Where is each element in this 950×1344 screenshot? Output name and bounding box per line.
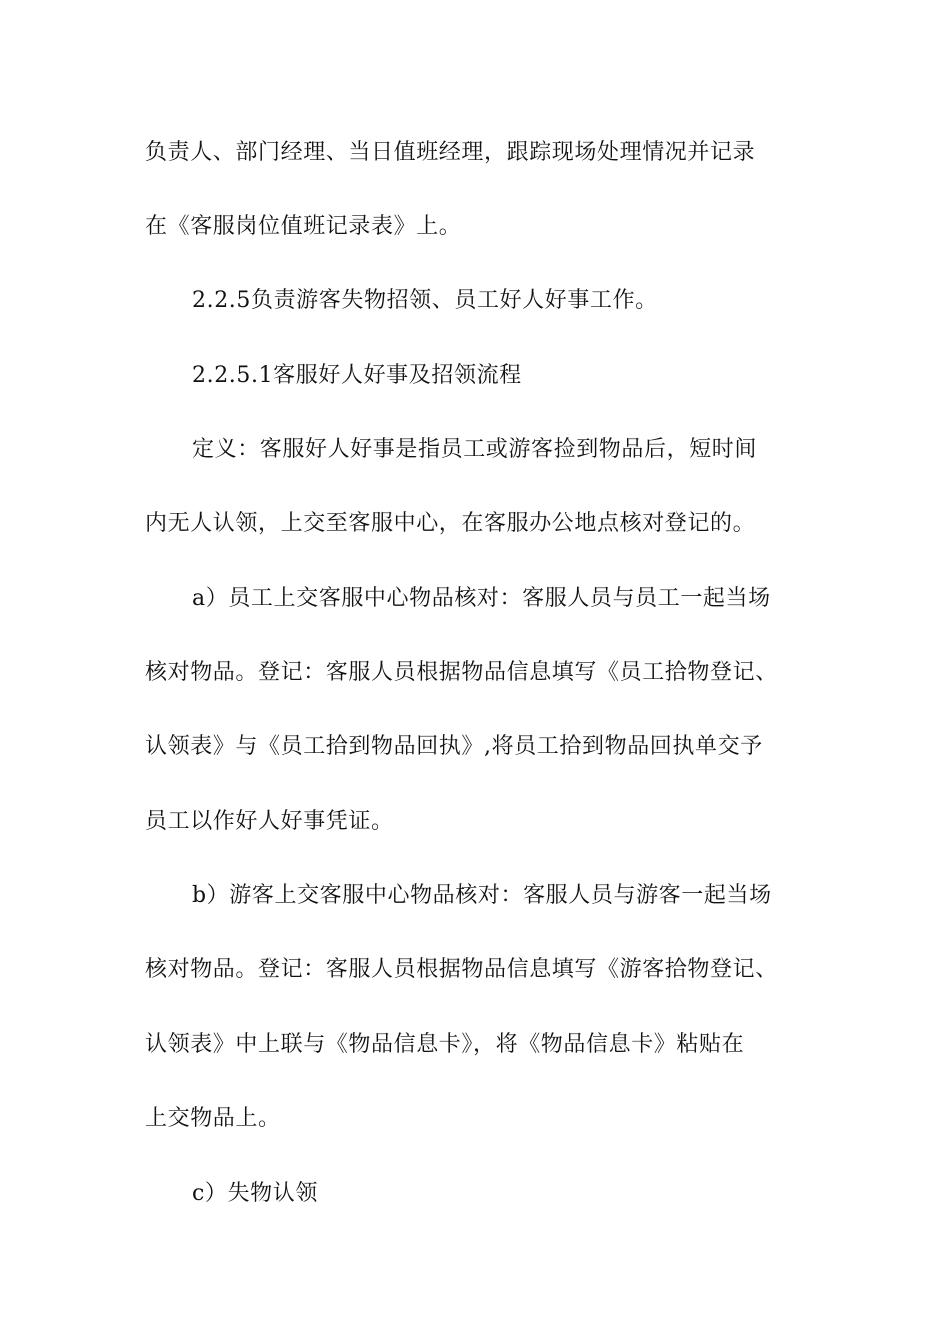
text-line: 负责人、部门经理、当日值班经理，跟踪现场处理情况并记录	[145, 140, 756, 165]
text-line: 员工以作好人好事凭证。	[145, 809, 394, 834]
text-line: 在《客服岗位值班记录表》上。	[145, 214, 462, 239]
text-line: 认领表》与《员工拾到物品回执》,将员工拾到物品回执单交予	[145, 734, 763, 759]
text-line: 核对物品。登记：客服人员根据物品信息填写《员工拾物登记、	[145, 660, 778, 685]
list-item-c: c）失物认领	[192, 1181, 318, 1206]
definition-line: 定义：客服好人好事是指员工或游客捡到物品后，短时间	[192, 437, 758, 462]
text-line: 核对物品。登记：客服人员根据物品信息填写《游客拾物登记、	[145, 957, 778, 982]
subsection-heading: 2.2.5.1客服好人好事及招领流程	[192, 363, 522, 388]
list-item-b: b）游客上交客服中心物品核对：客服人员与游客一起当场	[192, 883, 772, 908]
section-heading: 2.2.5负责游客失物招领、员工好人好事工作。	[192, 288, 658, 313]
text-line: 内无人认领，上交至客服中心，在客服办公地点核对登记的。	[145, 511, 756, 536]
list-item-a: a）员工上交客服中心物品核对：客服人员与员工一起当场	[192, 586, 771, 611]
text-line: 认领表》中上联与《物品信息卡》，将《物品信息卡》粘贴在	[145, 1032, 745, 1057]
text-line: 上交物品上。	[145, 1106, 281, 1131]
